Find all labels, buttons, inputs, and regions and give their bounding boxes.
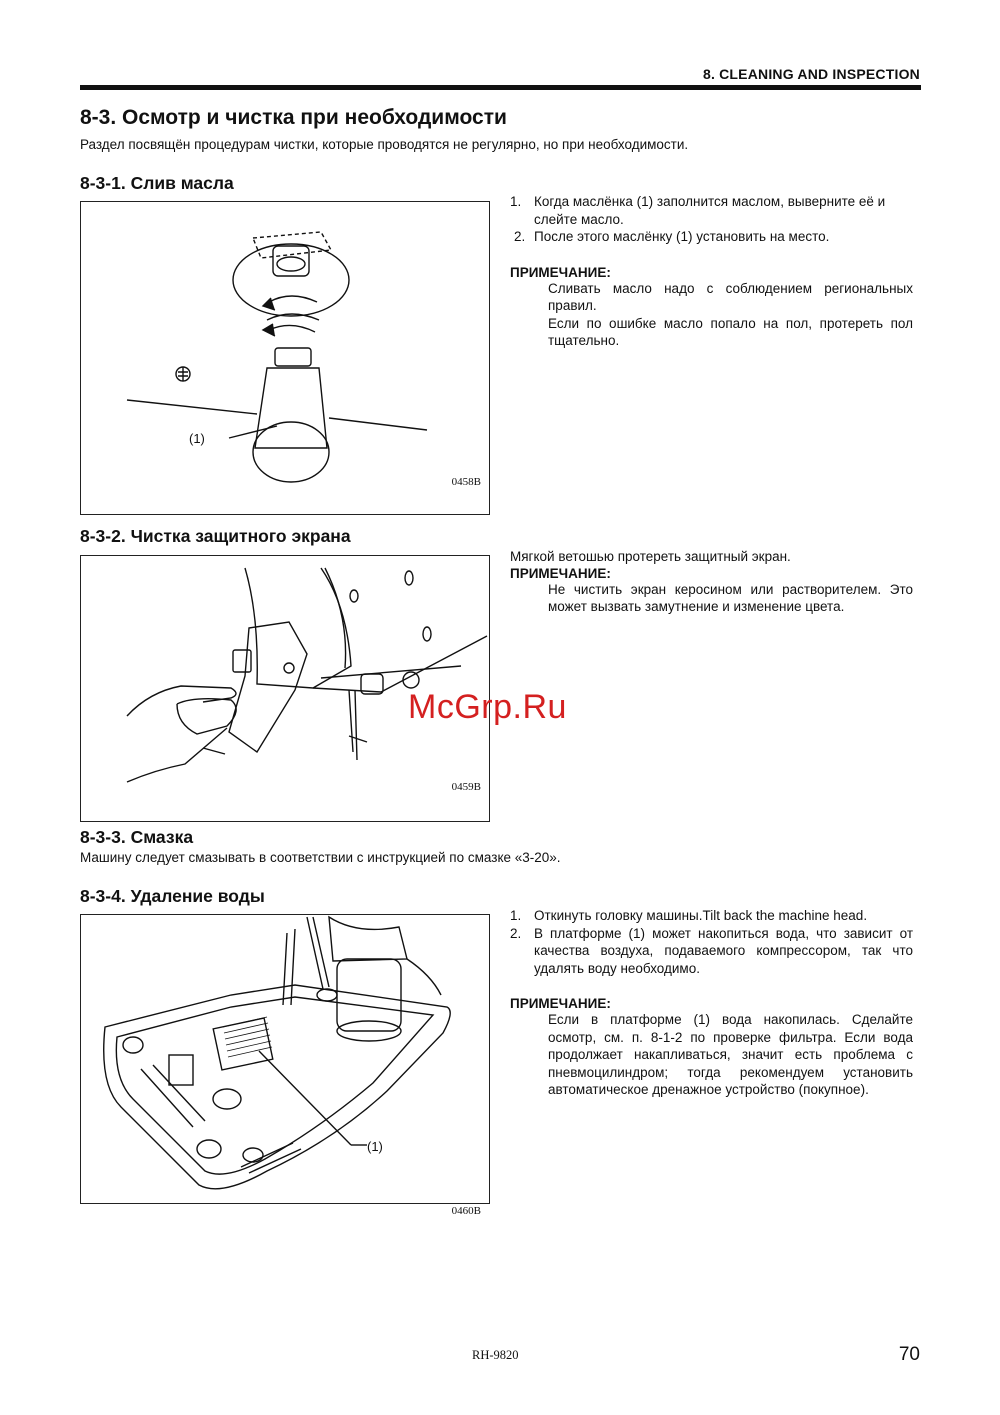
water-note-body: Если в платформе (1) вода накопилась. Сделайте осмотр, см. п. 8-1-2 по проверке фильтра. Если вода продолжает накапливаться, значит есть проблема с пневмоцилиндром; тогда рекомендуем установить автоматическое дренажное устройство (покупное).	[548, 1012, 913, 1097]
shield-text: Мягкой ветошью протереть защитный экран.	[510, 549, 791, 564]
shield-note-title: ПРИМЕЧАНИЕ:	[510, 565, 611, 581]
header-section-title: 8. CLEANING AND INSPECTION	[702, 66, 920, 82]
footer-model: RH-9820	[472, 1348, 519, 1362]
water-steps	[510, 907, 913, 977]
oil-figure-code: 0458B	[451, 476, 481, 488]
water-figure	[80, 914, 490, 1217]
page-title: 8-3. Осмотр и чистка при необходимости	[80, 106, 507, 129]
water-callout-label: (1)	[367, 1139, 383, 1154]
oil-steps	[510, 193, 913, 246]
water-figure-code: 0460B	[451, 1205, 481, 1217]
list-item: 2. В платформе (1) может накопиться вода, что зависит от качества воздуха, подаваемого компрессором, так что удалять воду необходимо.	[510, 925, 913, 976]
list-item: 1. Когда маслёнка (1) заполнится маслом, выверните её и слейте масло.	[510, 194, 886, 227]
water-removal-illustration	[81, 915, 489, 1203]
shield-figure-code: 0459B	[451, 781, 481, 793]
lubrication-text: Машину следует смазывать в соответствии с инструкцией по смазке «3-20».	[80, 850, 561, 865]
water-heading: 8-3-4. Удаление воды	[80, 886, 265, 906]
oil-note-body: Сливать масло надо с соблюдением региональных правил. Если по ошибке масло попало на пол, протереть пол тщательно.	[548, 280, 913, 348]
water-instructions	[510, 907, 913, 1099]
list-item: 1. Откинуть головку машины.Tilt back the machine head.	[510, 908, 868, 923]
oil-note-title: ПРИМЕЧАНИЕ:	[510, 264, 611, 280]
shield-heading: 8-3-2. Чистка защитного экрана	[80, 526, 351, 546]
watermark: McGrp.Ru	[408, 688, 567, 726]
header-rule	[80, 85, 921, 90]
shield-instructions	[510, 548, 913, 616]
page-number: 70	[898, 1344, 920, 1365]
lubrication-heading: 8-3-3. Смазка	[80, 827, 194, 847]
oil-drain-illustration	[81, 202, 489, 514]
intro-text: Раздел посвящён процедурам чистки, которые проводятся не регулярно, но при необходимости.	[80, 137, 689, 152]
oil-callout-label: (1)	[189, 431, 205, 446]
oil-heading: 8-3-1. Слив масла	[80, 173, 234, 193]
oil-instructions	[510, 193, 913, 350]
list-item: 2. После этого маслёнку (1) установить на место.	[514, 229, 830, 244]
oil-figure	[80, 201, 490, 515]
shield-note-body: Не чистить экран керосином или растворителем. Это может вызвать замутнение и изменение цвета.	[548, 581, 913, 614]
water-note-title: ПРИМЕЧАНИЕ:	[510, 996, 611, 1011]
